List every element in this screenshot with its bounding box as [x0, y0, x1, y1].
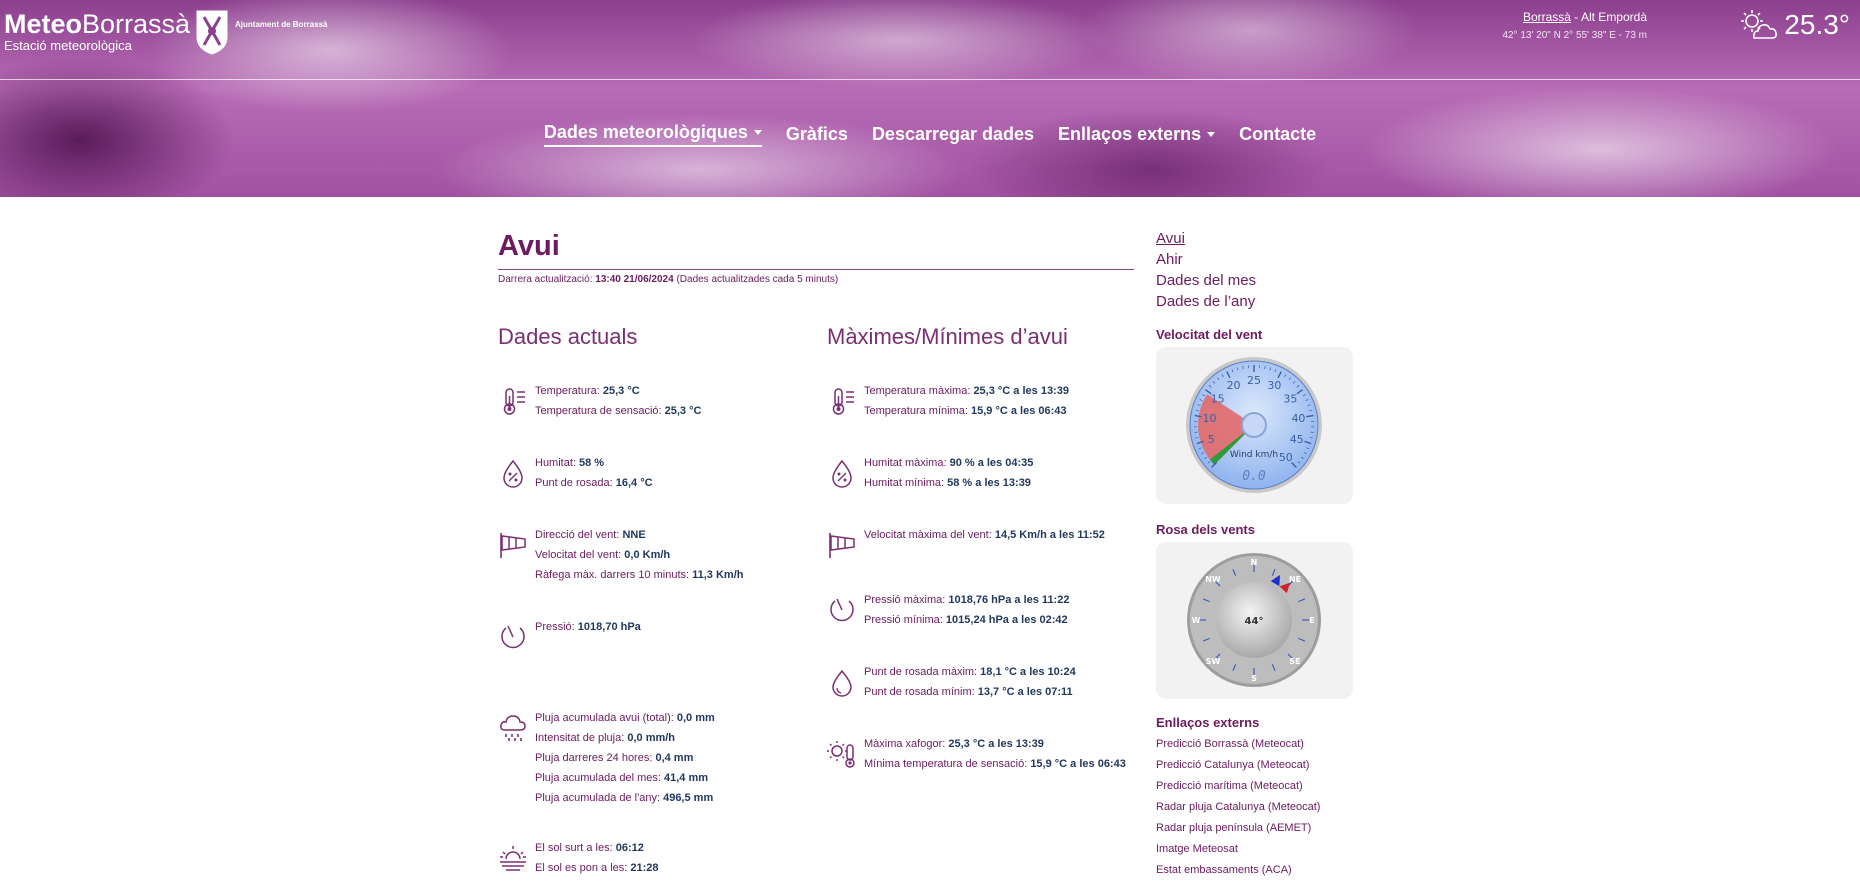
data-label: Ràfega màx. darrers 10 minuts:: [535, 569, 693, 581]
data-value: 11,3 Km/h: [692, 569, 744, 581]
brand-subtitle: Estació meteorològica: [4, 38, 132, 53]
data-label: Pluja acumulada de l'any:: [535, 792, 664, 804]
compass-point-label: N: [1250, 558, 1258, 567]
windsock-icon: [498, 530, 528, 560]
data-value: 1018,76 hPa a les 11:22: [948, 594, 1070, 606]
thermometer-icon: [498, 386, 528, 416]
compass-point-label: NE: [1288, 574, 1302, 584]
gauge-label: Wind km/h: [1229, 450, 1279, 460]
current-weather: [1738, 8, 1850, 42]
period-link[interactable]: Dades del mes: [1156, 272, 1257, 289]
data-label: Velocitat màxima del vent:: [864, 529, 995, 541]
data-label: Temperatura de sensació:: [535, 405, 665, 417]
data-label: Pressió màxima:: [864, 594, 949, 606]
extremes-heading: Màximes/Mínimes d’avui: [827, 324, 1068, 349]
data-line: [535, 728, 715, 748]
data-label: Màxima xafogor:: [864, 738, 949, 750]
data-label: Humitat mínima:: [864, 477, 948, 489]
data-label: Direcció del vent:: [535, 529, 623, 541]
data-label: Punt de rosada mínim:: [864, 686, 978, 698]
data-line: [535, 788, 715, 808]
data-value: 0,0 Km/h: [624, 549, 671, 561]
header-divider: [0, 79, 1860, 80]
data-line: [535, 545, 743, 565]
external-link[interactable]: Predicció Catalunya (Meteocat): [1156, 759, 1310, 771]
windsock-icon: [827, 530, 857, 560]
data-group: [498, 622, 641, 652]
data-line: [535, 565, 743, 585]
compass-point-label: SW: [1205, 657, 1221, 667]
data-value: NNE: [622, 529, 646, 541]
gauge-tick-label: 35: [1283, 392, 1298, 406]
external-link[interactable]: Predicció marítima (Meteocat): [1156, 780, 1303, 792]
sunrise-icon: [498, 843, 528, 873]
data-label: El sol es pon a les:: [535, 862, 631, 874]
data-value: 21:28: [630, 862, 659, 874]
gauge-tick-label: 30: [1267, 378, 1282, 392]
compass-point-label: S: [1251, 674, 1257, 683]
nav-item-label: Dades meteorològiques: [543, 122, 748, 142]
gauge-tick-label: 45: [1289, 432, 1304, 446]
council-crest-icon: [195, 9, 229, 55]
brand-bold: Meteo: [4, 9, 83, 39]
last-updated: [498, 274, 1135, 285]
data-group: [498, 458, 653, 493]
data-group: [827, 386, 1069, 421]
data-group: [498, 843, 659, 878]
data-value: 58 % a les 13:39: [947, 477, 1031, 489]
external-link[interactable]: Imatge Meteosat: [1156, 843, 1238, 855]
main-nav: [0, 122, 1860, 147]
nav-item-4[interactable]: [1239, 122, 1316, 147]
nav-item-label: Enllaços externs: [1058, 124, 1202, 144]
nav-item-label: Descarregar dades: [871, 124, 1035, 144]
data-line: [535, 401, 701, 421]
barometer-icon: [498, 622, 528, 652]
header-banner: [0, 0, 1860, 197]
nav-item-2[interactable]: [872, 122, 1034, 147]
data-value: 41,4 mm: [664, 772, 709, 784]
nav-item-0[interactable]: [544, 122, 762, 147]
data-group: [827, 458, 1033, 493]
data-line: [864, 473, 1033, 493]
data-value: 15,9 °C a les 06:43: [970, 405, 1067, 417]
location-region: - Alt Empordà: [1570, 10, 1647, 24]
gauge-tick-label: 15: [1210, 392, 1225, 406]
period-link[interactable]: Avui: [1156, 230, 1185, 247]
wind-speed-panel: [1156, 347, 1353, 504]
nav-item-label: Gràfics: [785, 124, 848, 144]
caret-down-icon: [1207, 132, 1215, 137]
data-value: 25,3 °C a les 13:39: [973, 385, 1069, 397]
site-logo[interactable]: [4, 10, 190, 53]
data-line: [535, 858, 659, 878]
data-line: [864, 662, 1076, 682]
data-group: [827, 595, 1069, 630]
brand-light: Borrassà: [82, 9, 191, 39]
gauge-value: 0.0: [1242, 469, 1266, 484]
data-line: [864, 610, 1069, 630]
data-line: [535, 768, 715, 788]
data-label: Temperatura màxima:: [864, 385, 974, 397]
data-line: [864, 401, 1069, 421]
location-link[interactable]: Borrassà: [1522, 10, 1571, 24]
caret-down-icon: [754, 130, 762, 135]
data-group: [498, 713, 715, 808]
external-link[interactable]: Radar pluja Catalunya (Meteocat): [1156, 801, 1321, 813]
external-links-list: [1156, 734, 1356, 881]
gauge-tick-label: 40: [1291, 411, 1306, 425]
data-value: 25,3 °C: [664, 405, 702, 417]
data-line: [864, 754, 1126, 774]
title-divider: [498, 269, 1134, 270]
main-content: [498, 197, 1135, 874]
data-label: Pressió:: [535, 621, 578, 633]
data-value: 15,9 °C a les 06:43: [1030, 758, 1126, 770]
humidity-drop-icon: [827, 458, 857, 488]
data-line: [864, 590, 1069, 610]
period-links: [1156, 228, 1356, 312]
data-label: Pluja acumulada avui (total):: [535, 712, 677, 724]
barometer-icon: [827, 595, 857, 625]
external-links-heading: Enllaços externs: [1156, 715, 1260, 730]
humidity-drop-icon: [498, 458, 528, 488]
period-link[interactable]: Dades de l’any: [1156, 293, 1256, 310]
sidebar: [1156, 197, 1356, 881]
extremes-column: [827, 324, 1147, 770]
data-line: [535, 381, 701, 401]
data-value: 58 %: [579, 457, 605, 469]
data-label: Pluja acumulada del mes:: [535, 772, 665, 784]
data-value: 1018,70 hPa: [577, 621, 641, 633]
data-value: 18,1 °C a les 10:24: [980, 666, 1076, 678]
period-link[interactable]: Ahir: [1156, 251, 1183, 268]
data-label: El sol surt a les:: [535, 842, 616, 854]
data-line: [864, 682, 1076, 702]
data-group: [498, 530, 743, 585]
updated-note: (Dades actualitzades cada 5 minuts): [673, 274, 839, 285]
gauge-tick-label: 5: [1207, 432, 1215, 446]
data-line: [535, 838, 659, 858]
data-line: [864, 381, 1069, 401]
data-line: [864, 525, 1105, 545]
data-group: [827, 667, 1076, 702]
data-value: 0,0 mm: [676, 712, 715, 724]
gauge-tick-label: 10: [1202, 411, 1217, 425]
data-line: [535, 748, 715, 768]
compass-point-label: E: [1309, 616, 1315, 625]
wind-speed-heading: Velocitat del vent: [1156, 327, 1263, 342]
data-value: 90 % a les 04:35: [949, 457, 1034, 469]
data-value: 25,3 °C a les 13:39: [948, 738, 1044, 750]
updated-label: Darrera actualització:: [498, 274, 596, 285]
data-line: [535, 617, 641, 637]
dew-drop-icon: [827, 667, 857, 697]
nav-item-1[interactable]: [786, 122, 848, 147]
compass-point-label: W: [1191, 616, 1201, 625]
data-line: [535, 525, 743, 545]
compass-point-label: SE: [1289, 657, 1301, 667]
data-group: [827, 739, 1126, 774]
data-value: 0,0 mm/h: [627, 732, 676, 744]
rain-cloud-icon: [498, 713, 528, 743]
wind-rose-compass: [1156, 542, 1353, 699]
data-line: [864, 453, 1033, 473]
data-label: Mínima temperatura de sensació:: [864, 758, 1031, 770]
nav-item-label: Contacte: [1239, 124, 1317, 144]
thermometer-icon: [827, 386, 857, 416]
data-label: Velocitat del vent:: [535, 549, 625, 561]
gauge-tick-label: 20: [1226, 378, 1241, 392]
location-info: [1502, 10, 1647, 41]
data-value: 496,5 mm: [663, 792, 714, 804]
data-label: Punt de rosada màxim:: [864, 666, 981, 678]
data-value: 06:12: [615, 842, 644, 854]
external-link[interactable]: Predicció Borrassà (Meteocat): [1156, 738, 1304, 750]
data-group: [498, 386, 701, 421]
wind-speed-gauge: [1156, 347, 1353, 504]
data-line: [535, 708, 715, 728]
data-label: Humitat:: [535, 457, 580, 469]
data-label: Intensitat de pluja:: [535, 732, 628, 744]
data-label: Temperatura:: [535, 385, 603, 397]
gauge-tick-label: 25: [1247, 374, 1261, 387]
data-value: 25,3 °C: [602, 385, 640, 397]
coordinates: 42° 13' 20" N 2° 55' 38" E - 73 m: [1502, 30, 1647, 41]
sun-cloud-icon: [1738, 8, 1778, 42]
data-line: [535, 453, 653, 473]
data-value: 1015,24 hPa a les 02:42: [945, 614, 1068, 626]
current-data-column: [498, 324, 818, 874]
data-label: Pressió mínima:: [864, 614, 946, 626]
wind-direction-value: 44°: [1244, 616, 1264, 627]
external-link[interactable]: Estat embassaments (ACA): [1156, 864, 1292, 876]
updated-value: 13:40 21/06/2024: [595, 274, 674, 285]
data-line: [864, 734, 1126, 754]
data-value: 14,5 Km/h a les 11:52: [994, 529, 1105, 541]
data-group: [827, 530, 1105, 560]
compass-point-label: NW: [1205, 574, 1221, 584]
current-temperature: 25.3°: [1784, 9, 1850, 40]
nav-item-3[interactable]: [1058, 122, 1215, 147]
data-label: Pluja darreres 24 hores:: [535, 752, 656, 764]
data-value: 0,4 mm: [655, 752, 694, 764]
heat-thermometer-icon: [827, 739, 857, 769]
data-label: Punt de rosada:: [535, 477, 616, 489]
council-name: Ajuntament de Borrassà: [235, 20, 328, 29]
page-title: Avui: [498, 230, 560, 262]
data-value: 13,7 °C a les 07:11: [977, 686, 1073, 698]
data-label: Humitat màxima:: [864, 457, 950, 469]
data-value: 16,4 °C: [615, 477, 653, 489]
wind-rose-panel: [1156, 542, 1353, 699]
current-data-heading: Dades actuals: [498, 324, 638, 349]
data-label: Temperatura mínima:: [864, 405, 971, 417]
wind-rose-heading: Rosa dels vents: [1156, 522, 1255, 537]
gauge-tick-label: 50: [1278, 450, 1293, 464]
external-link[interactable]: Radar pluja península (AEMET): [1156, 822, 1312, 834]
data-line: [535, 473, 653, 493]
